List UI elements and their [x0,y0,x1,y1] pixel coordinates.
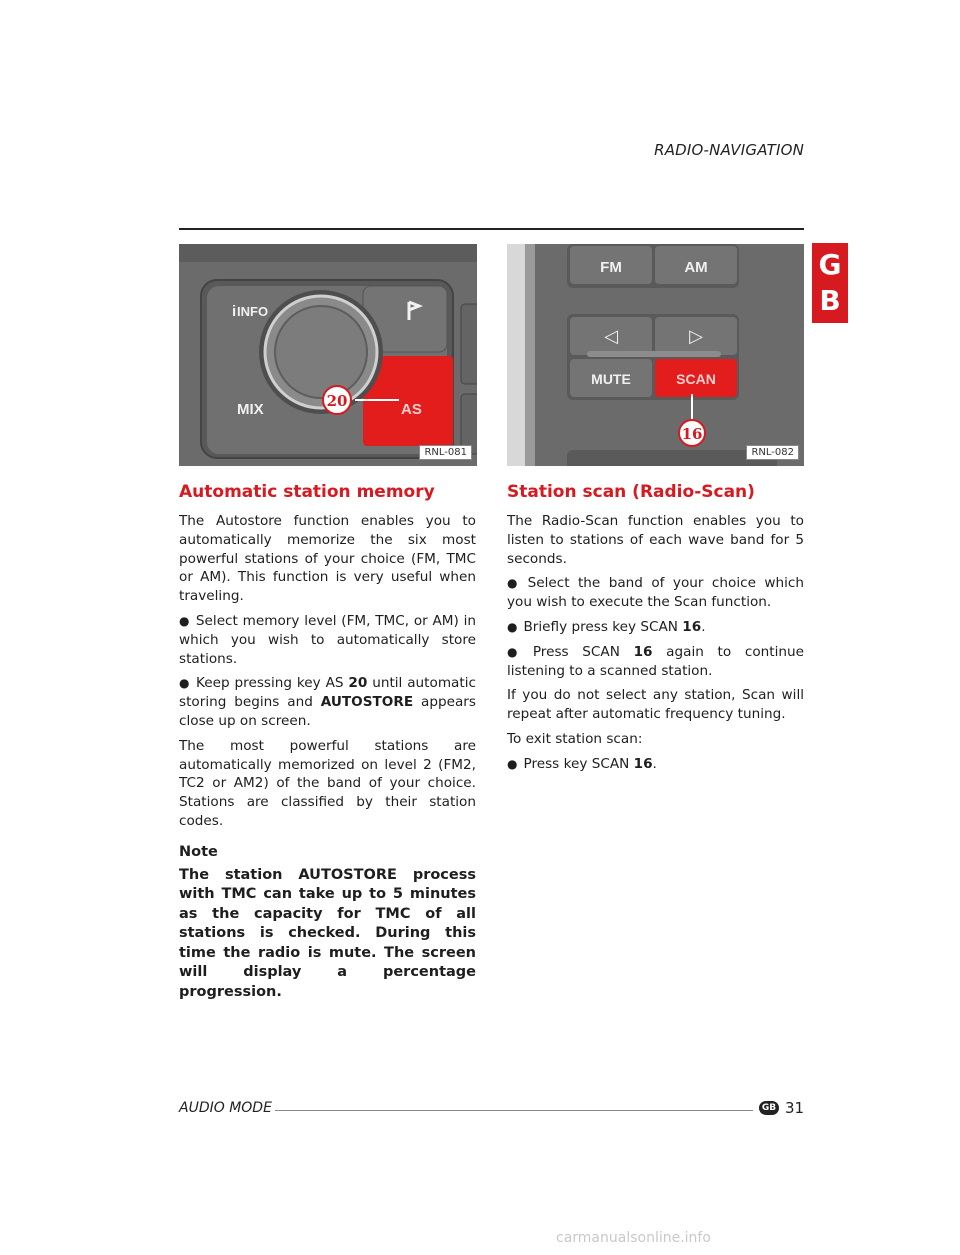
section-heading: Automatic station memory [179,482,435,502]
svg-text:i: i [232,303,237,320]
language-tab [812,243,848,323]
bullet-item [507,618,804,637]
language-tab-letter-1: G [818,248,842,281]
header-divider [179,228,804,230]
bullet-text: Select the band of your choice which you wish to execute the Scan function. [507,575,804,611]
paragraph: If you do not select any station, Scan will repeat after automatic frequency tuning. [507,687,804,723]
bullet-text: appears close up on screen. [179,694,476,729]
paragraph: The most powerful stations are automatically memorized on level 2 (FM2, TC2 or AM2) of the band of your choice. Stations are classified by their station codes. [179,737,476,829]
bullet-text: Press key SCAN [523,755,634,772]
paragraph: To exit station scan: [507,730,643,747]
bullet-text: Select memory level (FM, TMC, or AM) in which you wish to automatically store stations. [179,612,476,667]
page-header-title: RADIO-NAVIGATION [654,141,804,159]
gb-badge-icon: GB [759,1101,779,1115]
language-tab-letter-2: B [819,284,841,317]
section-heading: Station scan (Radio-Scan) [507,482,755,502]
section-automatic-station-memory [179,480,476,1008]
bullet-item [507,574,804,612]
next-arrow-icon: ▷ [689,326,703,347]
bullet-item [179,612,476,668]
note-body: The station AUTOSTORE process with TMC can take up to 5 minutes as the capacity for TMC of all stations is checked. During this time the radio is mute. The screen will display a percentage progression. [179,866,476,1000]
callout-16: 16 [681,425,703,443]
key-reference: 16 [633,643,653,660]
bullet-text: Briefly press key SCAN [523,618,683,635]
am-key-label: AM [684,259,708,276]
figure-code-right: RNL-082 [746,445,799,460]
key-reference: 20 [348,675,368,692]
bullet-text: until automatic storing begins and [179,675,476,711]
bullet-item [179,674,476,730]
key-reference: 16 [633,755,653,772]
knob-panel-illustration [179,244,477,466]
fm-key-label: FM [600,259,622,276]
prev-arrow-icon: ◁ [604,326,618,347]
scan-keys-illustration [507,244,804,466]
scan-key-label: SCAN [676,371,716,387]
bullet-text: again to continue listening to a scanned station. [507,643,804,679]
footer-divider [275,1110,753,1111]
bullet-text: . [701,618,706,635]
autostore-label: AUTOSTORE [320,694,414,711]
page-number: 31 [785,1099,805,1117]
as-key-label: AS [401,401,422,418]
bullet-item [507,755,804,774]
bullet-text: Keep pressing key AS [196,675,349,692]
section-station-scan [507,480,804,780]
mix-key-label: MIX [237,401,264,418]
key-reference: 16 [682,618,702,635]
bullet-text: . [652,755,657,772]
footer-section-title: AUDIO MODE [179,1100,272,1116]
mute-key-label: MUTE [591,371,631,387]
note-heading: Note [179,843,218,860]
figure-autostore-knob [179,244,477,466]
watermark: carmanualsonline.info [556,1230,711,1246]
bullet-item [507,643,804,681]
bullet-text: Press SCAN [532,643,634,660]
info-key-label: INFO [237,304,269,319]
figure-code-left: RNL-081 [419,445,472,460]
figure-scan-keys [507,244,804,466]
paragraph: The Autostore function enables you to automatically memorize the six most powerful stations of your choice (FM, TMC or AM). This function is very useful when traveling. [179,513,476,605]
paragraph: The Radio-Scan function enables you to listen to stations of each wave band for 5 seconds. [507,513,804,567]
callout-20: 20 [326,392,348,410]
